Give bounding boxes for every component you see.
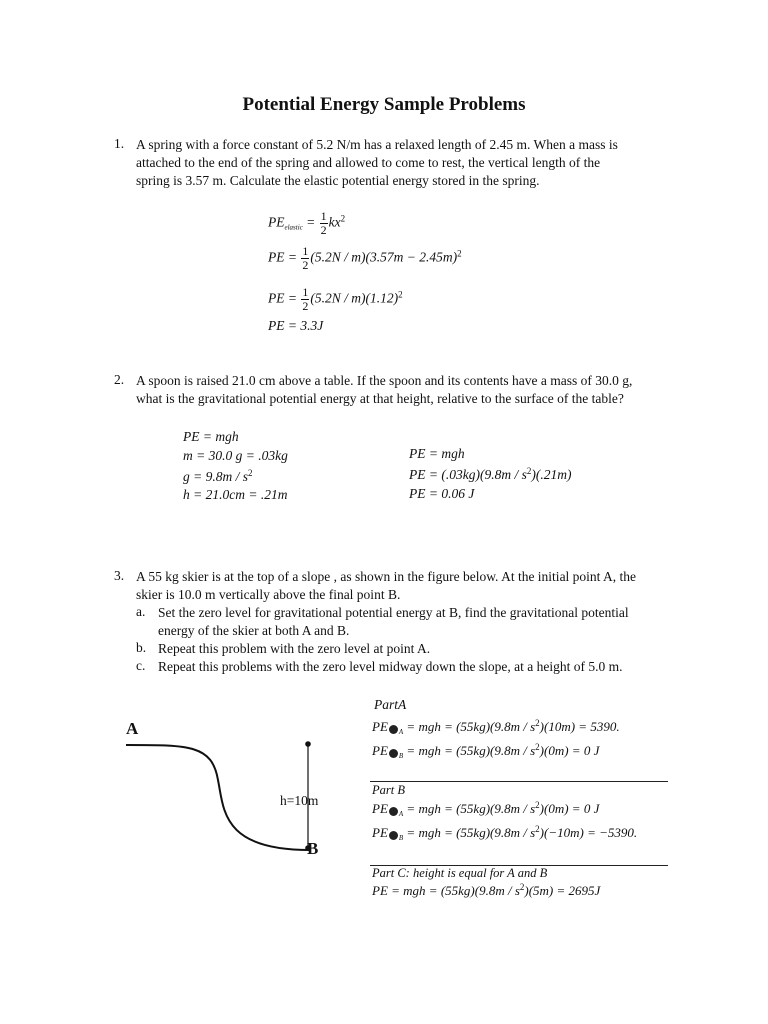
bullet-icon bbox=[389, 725, 398, 734]
part-a-eq-2: PE $_B$ = mgh = $(55kg)(9.8m / s^2)(0m) = 0$ J bbox=[372, 742, 600, 760]
part-b-eq-1: PE $_A$ = mgh = $(55kg)(9.8m / s^2)(0m) = 0$ J bbox=[372, 800, 600, 818]
problem-2-given-1: PE = mgh bbox=[183, 429, 239, 444]
problem-2-text: A spoon is raised 21.0 cm above a table. If the spoon and its contents have a mass of 30.0 g, what is the gravitational potential energy at that height, relative to the surface of the table? bbox=[136, 373, 633, 407]
problem-3-text: A 55 kg skier is at the top of a slope , as shown in the figure below. At the initial point A, the skier is 10.0 m vertically above the final point B. bbox=[136, 569, 637, 603]
problem-2-solution-3: PE = 0.06 J bbox=[409, 486, 475, 501]
problem-2-solution-2: PE = $(.03kg)(9.8m / s^2)(.21m)$ bbox=[409, 466, 572, 482]
problem-3c-text: Repeat this problems with the zero level midway down the slope, at a height of 5.0 m. bbox=[158, 659, 623, 674]
point-a-label: A bbox=[126, 719, 139, 738]
part-a-eq-1: PE $_A$ = mgh = $(55kg)(9.8m / s^2)(10m) = 5390$. bbox=[372, 718, 620, 736]
top-marker bbox=[305, 741, 311, 747]
part-c-heading: Part C: height is equal for A and B bbox=[372, 866, 548, 880]
problem-3-number: 3. bbox=[114, 568, 125, 583]
page-title: Potential Energy Sample Problems bbox=[242, 94, 526, 115]
problem-2-number: 2. bbox=[114, 372, 125, 387]
problem-3a-letter: a. bbox=[136, 604, 146, 619]
half-fraction: $\frac{1}{2}$ bbox=[302, 244, 309, 272]
square-exponent: 2 bbox=[398, 289, 403, 300]
eq-lhs: PE = bbox=[268, 249, 301, 265]
problem-1-eq-4: PE = 3.3J bbox=[268, 318, 324, 333]
part-c-eq: PE = mgh = $(55kg)(9.8m / s^2)(5m) = 2695J$ bbox=[372, 882, 601, 898]
half-fraction: $\frac{1}{2}$ bbox=[302, 285, 309, 313]
problem-3b-letter: b. bbox=[136, 640, 147, 655]
kx-term: kx bbox=[328, 214, 341, 230]
elastic-subscript: elastic bbox=[284, 223, 303, 232]
part-b-eq-2: PE $_B$ = mgh = $(55kg)(9.8m / s^2)(-10m) = -5390$. bbox=[372, 824, 638, 842]
point-b-label: B bbox=[307, 839, 319, 858]
problem-1-eq-2 bbox=[268, 245, 462, 272]
part-b-heading: Part B bbox=[372, 783, 405, 797]
bullet-icon bbox=[389, 807, 398, 816]
height-label: h=10m bbox=[280, 793, 319, 808]
bullet-icon bbox=[389, 749, 398, 758]
eq-rhs: (5.2N / m)(1.12) bbox=[310, 290, 399, 306]
problem-3b-text: Repeat this problem with the zero level at point A. bbox=[158, 641, 431, 656]
bullet-icon bbox=[389, 831, 398, 840]
pe-symbol: PE bbox=[268, 214, 285, 230]
problem-2-given-4: h = 21.0cm = .21m bbox=[183, 487, 288, 502]
problem-1-text: A spring with a force constant of 5.2 N/m has a relaxed length of 2.45 m. When a mass is attached to the end of the spring and allowed to come to rest, the vertical length of the spring is 3.57 m. Calculate the elastic potential energy stored in the spring. bbox=[136, 137, 618, 189]
problem-1-eq-1 bbox=[268, 210, 345, 237]
part-a-heading: PartA bbox=[374, 697, 407, 712]
eq-lhs: PE = bbox=[268, 290, 301, 306]
eq-rhs: (5.2N / m)(3.57m − 2.45m) bbox=[310, 249, 458, 265]
divider-line bbox=[370, 781, 668, 782]
square-exponent: 2 bbox=[340, 213, 346, 224]
problem-2-given-2: m = 30.0 g = .03kg bbox=[183, 448, 288, 463]
problem-1-eq-3 bbox=[268, 286, 403, 313]
problem-3c-letter: c. bbox=[136, 658, 146, 673]
problem-2-solution-1: PE = mgh bbox=[409, 446, 465, 461]
problem-3a-text: Set the zero level for gravitational potential energy at B, find the gravitational potential energy of the skier at both A and B. bbox=[158, 605, 629, 639]
problem-2-given-3: $g = 9.8m / s^2$ bbox=[183, 468, 253, 484]
problem-1-number: 1. bbox=[114, 136, 125, 151]
half-fraction: $\frac{1}{2}$ bbox=[320, 209, 327, 237]
square-exponent: 2 bbox=[457, 248, 462, 259]
equals: = bbox=[302, 214, 319, 230]
